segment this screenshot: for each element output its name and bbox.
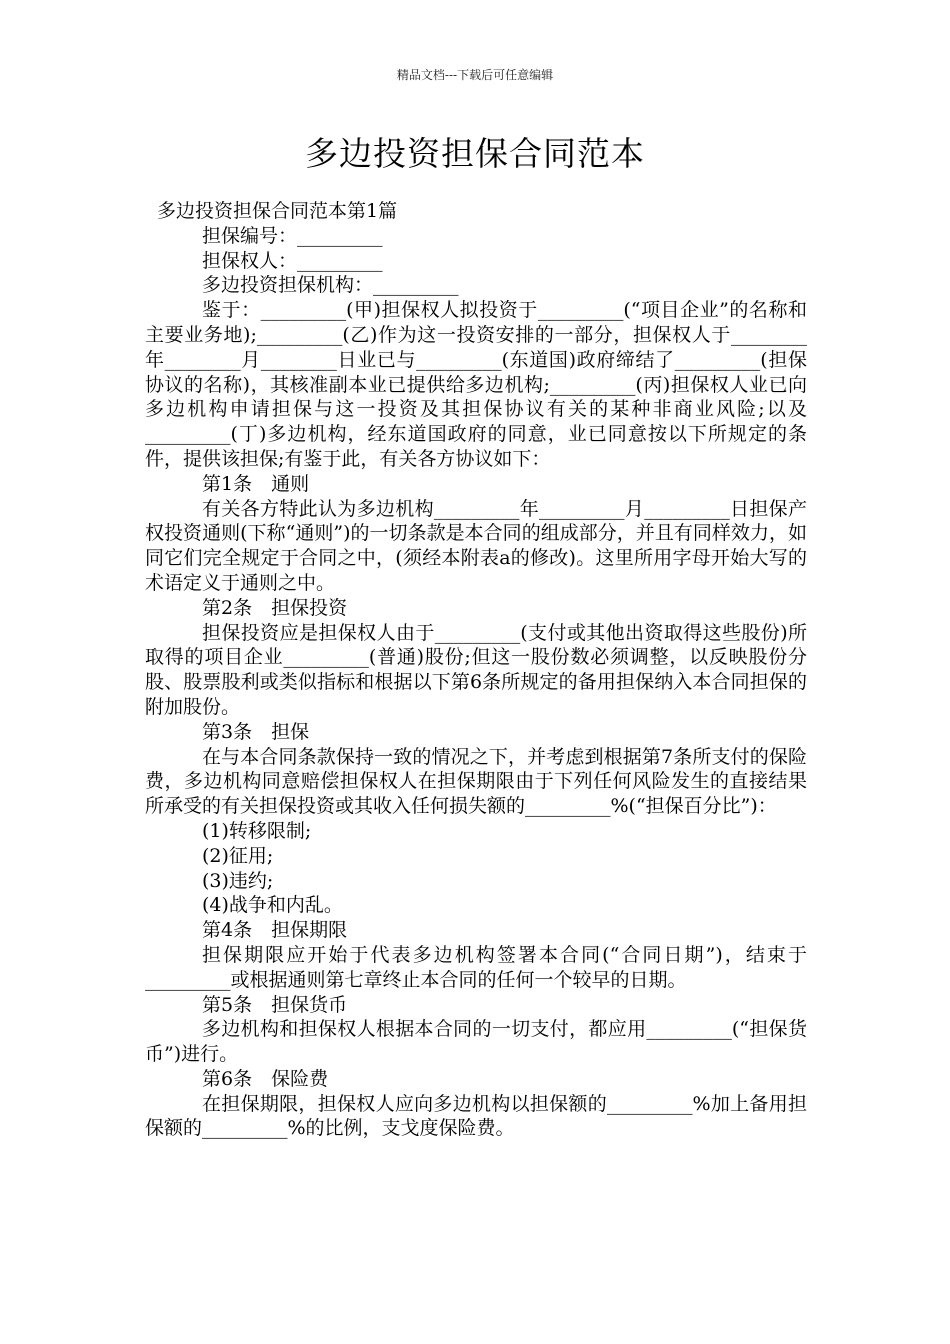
paragraph: (3)违约; — [202, 869, 274, 892]
paragraph: 担保权人：_________ — [202, 249, 383, 272]
paragraph: 第1条 通则 — [202, 472, 310, 495]
paragraph: 在担保期限，担保权人应向多边机构以担保额的_________%加上备用担保额的_________%的比例，支戈度保险费。 — [145, 1092, 807, 1140]
paragraph: 担保投资应是担保权人由于_________(支付或其他出资取得这些股份)所取得的项目企业_________(普通)股份;但这一股份数必须调整，以反映股份分股、股票股利或类似指标和根据以下第6条所规定的备用担保纳入本合同担保的附加股份。 — [145, 621, 807, 718]
paragraph: (4)战争和内乱。 — [202, 894, 343, 917]
paragraph: 担保期限应开始于代表多边机构签署本合同(“合同日期”)，结束于_________或根据通则第七章终止本合同的任何一个较早的日期。 — [145, 943, 807, 991]
paragraph: 鉴于：_________(甲)担保权人拟投资于_________(“项目企业”的名称和主要业务地);_________(乙)作为这一投资安排的一部分，担保权人于________年________月________日业已与_________(东道国)政府缔结了_________(担保协议的名称)，其核准副本业已提供给多边机构;_________(丙)担保权人业已向多边机构申请担保与这一投资及其担保协议有关的某种非商业风险;以及_________(丁)多边机构，经东道国政府的同意，业已同意按以下所规定的条件，提供该担保;有鉴于此，有关各方协议如下： — [145, 299, 807, 470]
paragraph: 多边投资担保机构：_________ — [202, 274, 459, 297]
paragraph: 第3条 担保 — [202, 720, 310, 743]
paragraph: 第5条 担保货币 — [202, 993, 348, 1016]
paragraph: (2)征用; — [202, 844, 274, 867]
paragraph: 多边投资担保合同范本第1篇 — [157, 200, 398, 222]
paragraph: 有关各方特此认为多边机构_________年_________月_________日担保产权投资通则(下称“通则”)的一切条款是本合同的组成部分，并且有同样效力，如同它们完全规定于合同之中，(须经本附表a的修改)。这里所用字母开始大写的术语定义于通则之中。 — [145, 497, 807, 594]
paragraph: 第2条 担保投资 — [202, 596, 348, 619]
paragraph: 第4条 担保期限 — [202, 919, 348, 942]
paragraph: 多边机构和担保权人根据本合同的一切支付，都应用_________(“担保货币”)进行。 — [145, 1018, 807, 1066]
document-body — [145, 199, 807, 1141]
paragraph: (1)转移限制; — [202, 819, 312, 842]
paragraph: 在与本合同条款保持一致的情况之下，并考虑到根据第7条所支付的保险费，多边机构同意赔偿担保权人在担保期限由于下列任何风险发生的直接结果所承受的有关担保投资或其收入任何损失额的_________%(“担保百分比”)： — [145, 745, 807, 818]
paragraph: 担保编号：_________ — [202, 224, 383, 247]
paragraph: 第6条 保险费 — [202, 1067, 329, 1090]
document-title: 多边投资担保合同范本 — [305, 134, 645, 173]
page-header: 精品文档---下载后可任意编辑 — [396, 68, 554, 82]
